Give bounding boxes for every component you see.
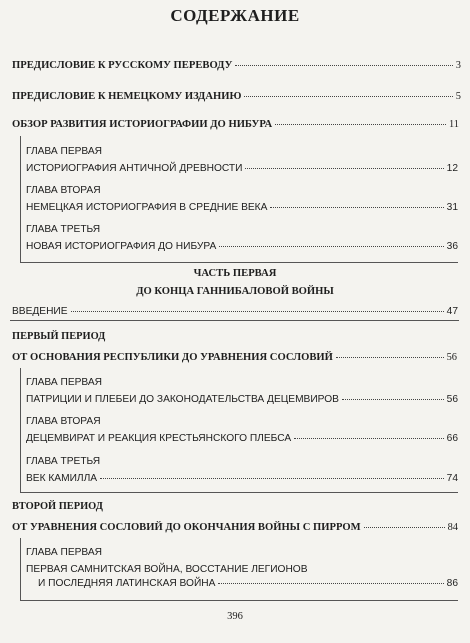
entry-text: ПРЕДИСЛОВИЕ К РУССКОМУ ПЕРЕВОДУ — [12, 60, 233, 71]
section-bracket — [20, 368, 21, 492]
toc-period-1 — [12, 351, 457, 365]
entry-text: ИСТОРИОГРАФИЯ АНТИЧНОЙ ДРЕВНОСТИ — [26, 163, 243, 174]
leader-dots — [245, 168, 443, 169]
entry-text: ВЕК КАМИЛЛА — [26, 473, 98, 484]
toc-chapter-decemvirate — [26, 415, 458, 446]
entry-text: ОТ ОСНОВАНИЯ РЕСПУБЛИКИ ДО УРАВНЕНИЯ СОСЛОВИЙ — [12, 352, 333, 363]
entry-page: 66 — [446, 433, 458, 444]
toc-chapter-middle-ages — [26, 184, 458, 215]
entry-page: 86 — [446, 578, 458, 589]
leader-dots — [342, 399, 444, 400]
page-title: СОДЕРЖАНИЕ — [170, 6, 300, 25]
entry-page: 5 — [455, 91, 461, 102]
chapter-label: ГЛАВА ПЕРВАЯ — [26, 146, 103, 157]
entry-text: ДЕЦЕМВИРАТ И РЕАКЦИЯ КРЕСТЬЯНСКОГО ПЛЕБСА — [26, 433, 292, 444]
leader-dots — [336, 357, 444, 358]
leader-dots — [235, 65, 452, 66]
toc-entry-introduction — [12, 305, 458, 319]
leader-dots — [219, 246, 443, 247]
entry-text: ОТ УРАВНЕНИЯ СОСЛОВИЙ ДО ОКОНЧАНИЯ ВОЙНЫ С ПИРРОМ — [12, 522, 361, 533]
entry-page: 84 — [447, 522, 458, 533]
toc-entry-historiography-overview — [12, 118, 459, 132]
entry-text: НЕМЕЦКАЯ ИСТОРИОГРАФИЯ В СРЕДНИЕ ВЕКА — [26, 202, 268, 213]
toc-period-2 — [12, 521, 458, 535]
leader-dots — [244, 96, 452, 97]
page-number: 396 — [227, 611, 243, 622]
entry-page: 47 — [446, 306, 458, 317]
entry-text-line2: И ПОСЛЕДНЯЯ ЛАТИНСКАЯ ВОЙНА — [38, 578, 216, 589]
entry-page: 31 — [446, 202, 458, 213]
entry-page: 74 — [446, 473, 458, 484]
toc-chapter-patricians — [26, 376, 458, 407]
period-label: ВТОРОЙ ПЕРИОД — [12, 501, 103, 512]
section-bracket — [20, 600, 458, 601]
toc-chapter-samnite-war — [26, 546, 458, 591]
toc-entry-preface-german — [12, 90, 461, 104]
entry-page: 56 — [446, 394, 458, 405]
entry-text: ОБЗОР РАЗВИТИЯ ИСТОРИОГРАФИИ ДО НИБУРА — [12, 119, 273, 130]
entry-text: ПАТРИЦИИ И ПЛЕБЕИ ДО ЗАКОНОДАТЕЛЬСТВА ДЕЦЕМВИРОВ — [26, 394, 339, 405]
leader-dots — [270, 207, 443, 208]
chapter-label: ГЛАВА ПЕРВАЯ — [26, 547, 103, 558]
part-subheading: ДО КОНЦА ГАННИБАЛОВОЙ ВОЙНЫ — [136, 286, 334, 297]
entry-text: НОВАЯ ИСТОРИОГРАФИЯ ДО НИБУРА — [26, 241, 217, 252]
toc-chapter-camillus — [26, 455, 458, 486]
section-bracket — [20, 492, 458, 493]
chapter-label: ГЛАВА ВТОРАЯ — [26, 416, 101, 427]
chapter-label: ГЛАВА ТРЕТЬЯ — [26, 224, 101, 235]
entry-text: ВВЕДЕНИЕ — [12, 306, 68, 317]
leader-dots — [100, 478, 444, 479]
period-label: ПЕРВЫЙ ПЕРИОД — [12, 331, 106, 342]
toc-chapter-antiquity — [26, 145, 458, 176]
entry-page: 11 — [448, 119, 459, 130]
chapter-label: ГЛАВА ВТОРАЯ — [26, 185, 101, 196]
leader-dots — [218, 583, 443, 584]
entry-text-line1: ПЕРВАЯ САМНИТСКАЯ ВОЙНА, ВОССТАНИЕ ЛЕГИОНОВ — [26, 564, 308, 575]
leader-dots — [364, 527, 445, 528]
entry-page: 12 — [446, 163, 458, 174]
chapter-label: ГЛАВА ТРЕТЬЯ — [26, 456, 101, 467]
section-rule — [10, 320, 459, 321]
entry-page: 3 — [455, 60, 461, 71]
part-heading: ЧАСТЬ ПЕРВАЯ — [193, 268, 277, 279]
section-bracket — [20, 262, 458, 263]
chapter-label: ГЛАВА ПЕРВАЯ — [26, 377, 103, 388]
toc-entry-preface-russian — [12, 59, 461, 73]
section-bracket — [20, 136, 21, 262]
toc-chapter-new-historiography — [26, 223, 458, 254]
entry-page: 56 — [446, 352, 457, 363]
leader-dots — [294, 438, 444, 439]
section-bracket — [20, 538, 21, 600]
entry-text: ПРЕДИСЛОВИЕ К НЕМЕЦКОМУ ИЗДАНИЮ — [12, 91, 242, 102]
leader-dots — [71, 311, 444, 312]
leader-dots — [275, 124, 446, 125]
entry-page: 36 — [446, 241, 458, 252]
